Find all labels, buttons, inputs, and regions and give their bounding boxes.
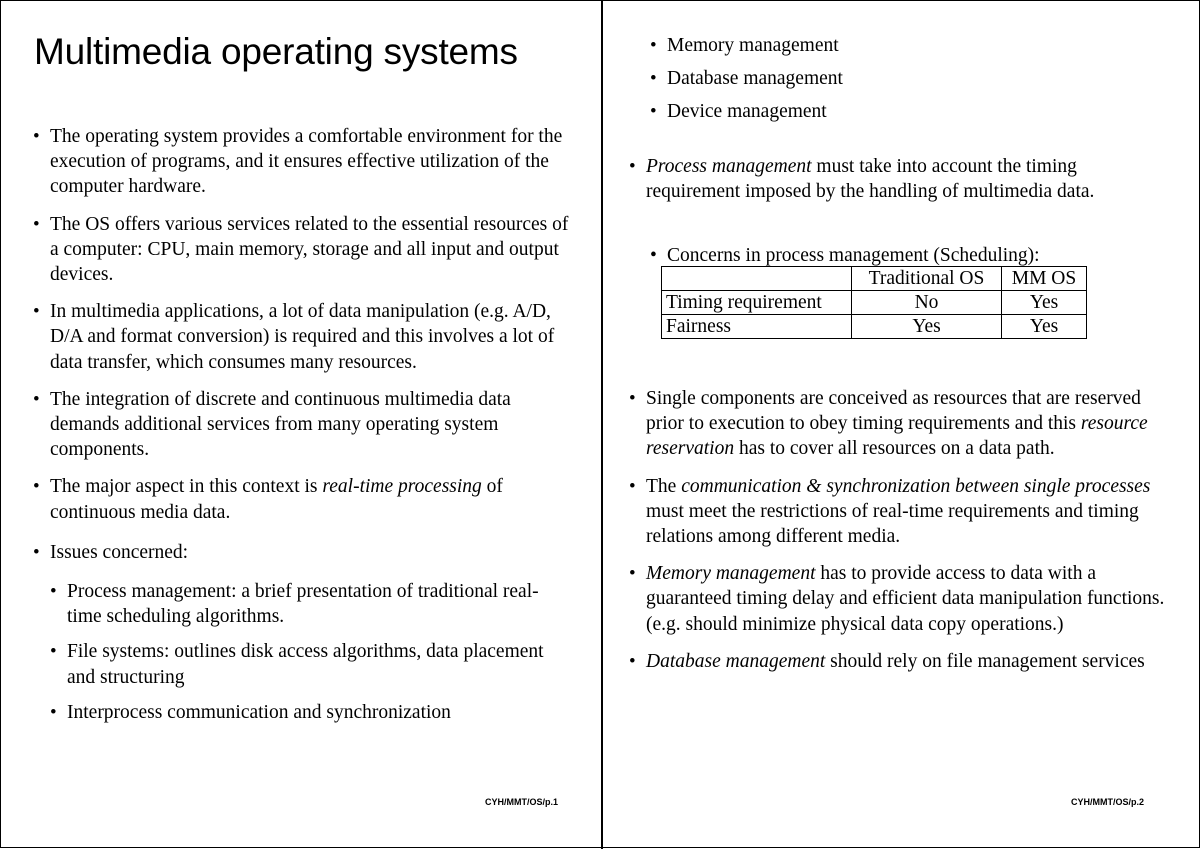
scheduling-table — [661, 266, 1087, 339]
page-title: Multimedia operating systems — [34, 31, 518, 72]
table-header: MM OS — [1002, 267, 1087, 291]
emphasis-text: Database management — [646, 650, 826, 672]
bullet-item — [629, 561, 1174, 637]
table-cell: No — [852, 291, 1002, 315]
management-list — [650, 33, 1170, 125]
bullet-item: • The OS offers various services related to the essential resources of a computer: CPU, main memory, storage and all input and output devices. — [33, 212, 573, 288]
list-item: • Database management — [650, 66, 1170, 91]
issue-item: • Interprocess communication and synchronization — [50, 700, 573, 725]
bullet-text: The — [646, 475, 682, 497]
table-cell: Fairness — [662, 315, 852, 339]
table-header: Traditional OS — [852, 267, 1002, 291]
emphasis-text: Memory management — [646, 563, 816, 585]
bullet-item — [629, 649, 1174, 674]
bullet-text: has to provide access to data with a guaranteed timing delay and efficient data manipulation functions. (e.g. should minimize physical data copy operations.) — [646, 563, 1165, 635]
list-item: • Device management — [650, 99, 1170, 124]
table-row — [662, 315, 1087, 339]
emphasis-text: real-time processing — [322, 476, 482, 498]
table-row — [662, 291, 1087, 315]
bullet-text: must meet the restrictions of real-time requirements and timing relations among different media. — [646, 500, 1139, 548]
page-footer: CYH/MMT/OS/p.2 — [1070, 797, 1144, 807]
bullet-text: of continuous media data. — [50, 476, 503, 523]
table-header — [662, 267, 852, 291]
list-item: • Memory management — [650, 33, 1170, 58]
bullet-text: The major aspect in this context is — [50, 476, 323, 498]
bullet-item: • The operating system provides a comfortable environment for the execution of programs, and it ensures effective utilization of the computer hardware. — [33, 124, 573, 200]
table-cell: Yes — [852, 315, 1002, 339]
table-cell: Yes — [1002, 315, 1087, 339]
bullet-text: should rely on file management services — [825, 650, 1145, 672]
issue-item: • File systems: outlines disk access algorithms, data placement and structuring — [50, 639, 573, 689]
bullet-item — [33, 540, 573, 725]
bullet-item — [629, 474, 1174, 550]
table-header-row — [662, 267, 1087, 291]
bullet-item — [629, 386, 1174, 462]
requirements-bullet-list — [629, 386, 1174, 674]
issues-label: Issues concerned: — [50, 541, 189, 563]
intro-bullet-list — [33, 124, 573, 725]
emphasis-text: resource reservation — [646, 413, 1148, 460]
bullet-text: has to cover all resources on a data path. — [734, 438, 1055, 460]
page-2 — [602, 1, 1200, 849]
bullet-item — [629, 154, 1174, 204]
bullet-item: • In multimedia applications, a lot of data manipulation (e.g. A/D, D/A and format conversion) is required and this involves a lot of data transfer, which consumes many resources. — [33, 299, 573, 375]
bullet-text: Single components are conceived as resources that are reserved prior to execution to obey timing requirements and this — [646, 388, 1141, 435]
table-cell: Timing requirement — [662, 291, 852, 315]
process-bullet-list — [629, 154, 1174, 204]
emphasis-text: Process management — [646, 156, 812, 177]
emphasis-text: communication & synchronization between single processes — [681, 475, 1151, 497]
page-footer: CYH/MMT/OS/p.1 — [484, 797, 558, 807]
table-cell: Yes — [1002, 291, 1087, 315]
page-1 — [1, 1, 601, 849]
bullet-text: must take into account the timing requirement imposed by the handling of multimedia data. — [646, 156, 1095, 203]
concerns-label: • Concerns in process management (Scheduling): — [650, 244, 1040, 268]
bullet-item: • The integration of discrete and continuous multimedia data demands additional services from many operating system components. — [33, 387, 573, 463]
issue-item: • Process management: a brief presentation of traditional real-time scheduling algorithms. — [50, 579, 573, 629]
issues-list — [50, 579, 573, 725]
bullet-item — [33, 474, 573, 524]
